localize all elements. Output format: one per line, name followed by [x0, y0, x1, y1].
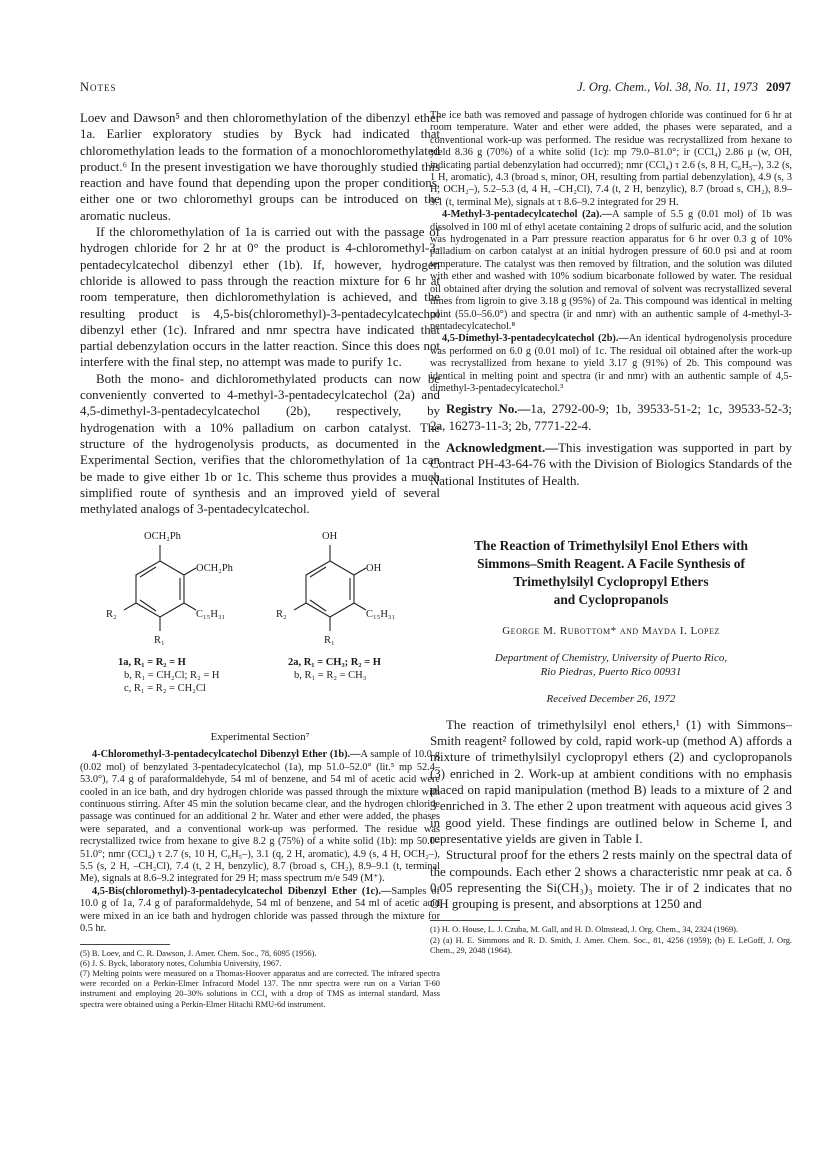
section-heading: Experimental Section⁷ [210, 731, 310, 744]
authors: George M. Rubottom* and Mayda I. Lopez [502, 624, 720, 637]
footnote-7: (7) Melting points were measured on a Thomas-Hoover apparatus and are corrected. The infrared spectra were recorded on a Perkin-Elmer Infracord Model 137. The nmr spectra were run on a Varian T-60 instrument and employing 20–30% solutions in CCl₄ with a drop of TMS as internal standard. Mass spectra were obtained using a Perkin-Elmer Hitachi RMU-6d instrument. [80, 968, 440, 1009]
left-column [80, 110, 440, 1010]
struct2-side-label: OH [366, 563, 382, 575]
procedure-2a: 4-Methyl-3-pentadecylcatechol (2a).—A sample of 5.5 g (0.01 mol) of 1b was dissolved in 100 ml of ethyl acetate containing 2 drops of sulfuric acid, and the solution was hydrogenated in a Parr pressure reaction apparatus for 6 hr over 0.3 g of 10% palladium on carbon catalyst at an initial hydrogen pressure of 60.0 psi and at room temperature. The catalyst was then removed by filtration, and the solution was diluted with ether and washed with 10% sodium bicarbonate followed by water. The residual oil obtained after drying the solution and removal of solvent was recrystallized several times from ligroin to give 3.18 g (95%) of 2a. This compound was identical in melting point (55.0–56.0°) and spectra (ir and nmr) with an authentic sample of 4-methyl-3-pentadecylcatechol.⁸ [430, 209, 792, 332]
paragraph: Loev and Dawson⁵ and then chloromethylation of the dibenzyl ether 1a. Earlier exploratory studies by Byck had indicated that chloromethylation leads to the formation of a monochloromethylated product.⁶ In the present investigation we have thoroughly studied this reaction and have found that depending upon the proper conditions, either one or two chloromethyl groups can be introduced on the aromatic nucleus. [80, 111, 440, 223]
struct1-side-label: OCH₂Ph [196, 563, 233, 575]
footnote-1: (1) H. O. House, L. J. Czuba, M. Gall, and H. D. Olmstead, J. Org. Chem., 34, 2324 (1969). [430, 925, 739, 935]
footnote-6: (6) J. S. Byck, laboratory notes, Columbia University, 1967. [80, 958, 282, 968]
footnote-2: (2) (a) H. E. Simmons and R. D. Smith, J. Amer. Chem. Soc., 81, 4256 (1959); (b) E. LeGoff, J. Org. Chem., 29, 2048 (1964). [430, 935, 792, 955]
acknowledgment: Acknowledgment.—This investigation was supported in part by Contract PH-43-64-76 with the Division of Biologics Standards of the National Institutes of Health. [430, 440, 792, 488]
struct1-r2-label: R₂ [106, 609, 117, 621]
struct1-legend-3: c, R₁ = R₂ = CH₂Cl [124, 683, 206, 695]
struct1-legend-2: b, R₁ = CH₂Cl; R₂ = H [124, 670, 220, 682]
paragraph: If the chloromethylation of 1a is carried out with the passage of hydrogen chloride for 2 hr at 0° the product is 4-chloromethyl-3-pentadecylcatechol dibenzyl ether (1b). If, however, hydrogen chloride is allowed to pass through the reaction mixture for 6 hr at room temperature, then dichloromethylation is achieved, and the resulting product is 4,5-bis(chloromethyl)-3-pentadecylcatechol dibenzyl ether (1c). Infrared and nmr spectra have indicated that partial debenzylation occurs in the latter reaction. Since this does not interfere with the final step, no attempt was made to purify 1c. [80, 225, 440, 370]
registry-numbers: Registry No.—1a, 2792-00-9; 1b, 39533-51-2; 1c, 39533-52-3; 2a, 16273-11-3; 2b, 7771-22-4. [430, 402, 793, 433]
struct1-top-label: OCH₂Ph [144, 531, 181, 543]
procedure-1c-cont: The ice bath was removed and passage of hydrogen chloride was continued for 6 hr at room temperature. Water and ether were added, the phases were separated, and a conventional work-up was performed. The residue was recrystallized from hexane to yield 8.36 g (70%) of a white solid (1c): mp 79.0–81.0°; ir (CCl₄) 2.86 μ (w, OH, indicating partial debenzylation had occurred); nmr (CCl₄) τ 2.6 (s, 8 H, C₆H₅–), 3.2 (s, 1 H, aromatic), 4.3 (broad s, minor, OH, resulting from partial debenzylation), 4.9 (s, 3 H, OCH₂–), 5.2–5.3 (d, 4 H, –CH₂Cl), 7.4 (t, 2 H, benzylic), 8.7 (broad s, CH₂), 8.9–9.1 (t, terminal Me), signals at τ 8.6–9.2 integrated for 29 H. [430, 110, 792, 208]
paragraph: Both the mono- and dichloromethylated products can now be conveniently converted to 4-methyl-3-pentadecylcatechol (2a) and 4,5-dimethyl-3-pentadecylcatechol (2b), respectively, by hydrogenation with a 10% palladium on carbon catalyst. The structure of the hydrogenolysis products, as documented in the Experimental Section, verifies that the chloromethylation of 1a can be made to give either 1b or 1c. This scheme thus provides a much simplified route of synthesis and an improved yield of several methylated analogs of 3-pentadecylcatechol. [80, 371, 440, 517]
procedure-1b: 4-Chloromethyl-3-pentadecylcatechol Dibenzyl Ether (1b).—A sample of 10.0 g (0.02 mol) of benzylated 3-pentadecylcatechol (1a), mp 51.0–52.0° (lit.⁵ mp 52.4–53.0°), 7.4 g of paraformaldehyde, 54 ml of benzene, and 54 ml of acetic acid were cooled in an ice bath, and dry hydrogen chloride was passed through the mixture with continuous stirring. After 45 min the solution became clear, and the hydrogen chloride passage was continued for an additional 2 hr. Water and ether were added, the phases were separated, and a conventional work-up was performed. The residue was recrystallized twice from hexane to give 8.2 g (75%) of a white solid (1b): mp 50.0–51.0°; nmr (CCl₄) τ 2.7 (s, 10 H, C₆H₅–), 3.1 (q, 2 H, aromatic), 4.9 (s, 4 H, OCH₂–), 5.5 (s, 2 H, –CH₂Cl), 7.4 (t, 2 H, benzylic), 8.7 (broad s, CH₂), 8.9–9.1 (t, terminal Me), signals at 8.6–9.2 integrated for 29 H; mass spectrum m/e 549 (M⁺). [80, 749, 441, 885]
paragraph: Structural proof for the ethers 2 rests mainly on the spectral data of the compounds. Each ether 2 shows a characteristic nmr peak at ca. δ 0.05 representing the Si(CH₃)₃ moiety. The ir of 2 indicates that no OH grouping is present, and absorptions at 1250 and [430, 848, 792, 912]
running-header-section: Notes [80, 80, 117, 94]
affiliation: Department of Chemistry, University of Puerto Rico, Rio Piedras, Puerto Rico 00931 [494, 651, 728, 678]
struct2-r1-label: R₁ [324, 635, 335, 647]
structure-figure [80, 517, 440, 725]
article-title: The Reaction of Trimethylsilyl Enol Ethers with Simmons–Smith Reagent. A Facile Synthesis of Trimethylsilyl Cyclopropyl Ethers and Cyclopropanols [473, 537, 748, 607]
struct1-r1-label: R₁ [154, 635, 165, 647]
footnote-rule [80, 944, 170, 945]
right-column [430, 110, 792, 956]
struct2-legend-2: b, R₁ = R₂ = CH₃ [294, 670, 367, 682]
struct1-c15-label: C₁₅H₃₁ [196, 609, 226, 621]
running-header-journal: J. Org. Chem., Vol. 38, No. 11, 1973 2097 [577, 80, 791, 94]
page-number: 2097 [766, 80, 791, 94]
footnote-5: (5) B. Loev, and C. R. Dawson, J. Amer. Chem. Soc., 78, 6095 (1956). [80, 948, 317, 958]
paragraph: The reaction of trimethylsilyl enol ethers,¹ (1) with Simmons–Smith reagent² followed by cold, rapid work-up (method A) affords a mixture of trimethylsilyl cyclopropyl ethers (2) and cyclopropanols (3) enriched in 2. Work-up at ambient conditions with no emphasis placed on rapid manipulation (method B) leads to a mixture of 2 and 3 enriched in 3. The ether 2 upon treatment with aqueous acid gives 3 in good yield. These findings are outlined below in Scheme I, and representative yields are given in Table I. [430, 717, 792, 846]
struct2-c15-label: C₁₅H₃₁ [366, 609, 396, 621]
struct2-legend-1: 2a, R₁ = CH₃; R₂ = H [288, 657, 381, 669]
footnote-rule [430, 920, 520, 921]
procedure-1c: 4,5-Bis(chloromethyl)-3-pentadecylcatechol Dibenzyl Ether (1c).—Samples of 10.0 g of 1a, 7.4 g of paraformaldehyde, 54 ml of benzene, and 54 ml of acetic acid were mixed in an ice bath and hydrogen chloride was passed through the mixture for 0.5 hr. [80, 885, 440, 935]
struct2-r2-label: R₂ [276, 609, 287, 621]
struct1-legend-1: 1a, R₁ = R₂ = H [118, 657, 186, 669]
received-date: Received December 26, 1972 [546, 692, 676, 705]
struct2-top-label: OH [322, 531, 338, 543]
procedure-2b: 4,5-Dimethyl-3-pentadecylcatechol (2b).—An identical hydrogenolysis procedure was performed on 6.0 g (0.01 mol) of 1c. The residual oil obtained after the work-up was recrystallized from hexane to yield 3.17 g (91%) of 2b. This compound was identical in melting point and spectra (ir and nmr) with an authentic sample of 4,5-dimethyl-3-pentadecylcatechol.³ [430, 333, 792, 394]
